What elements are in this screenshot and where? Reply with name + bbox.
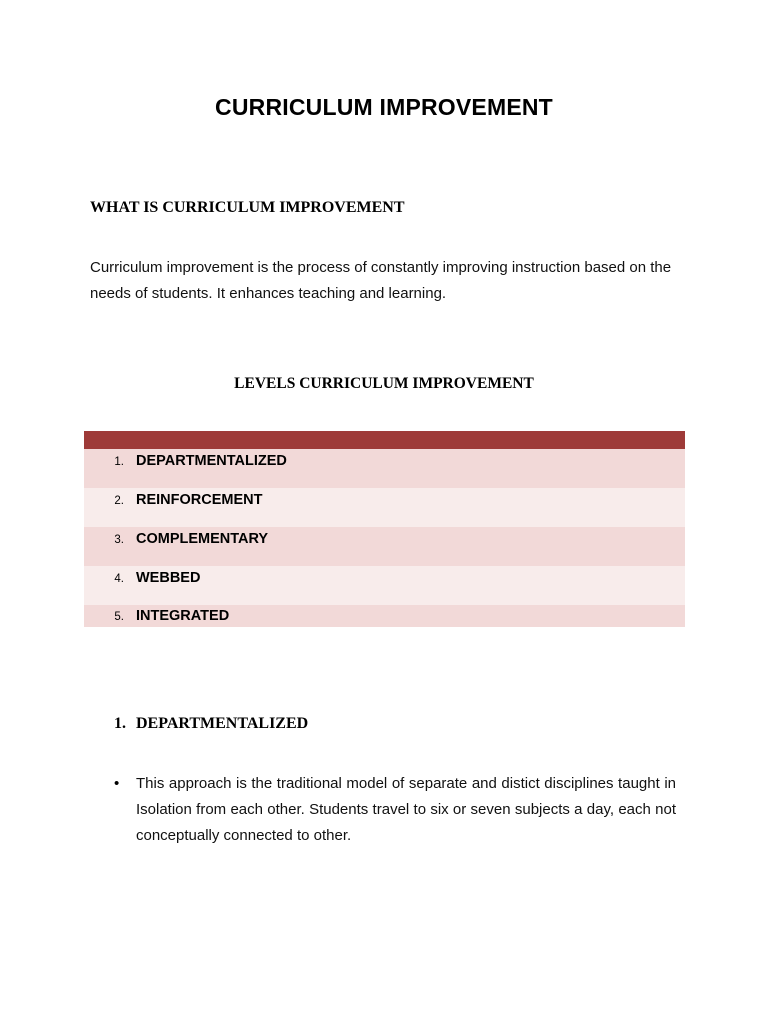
row-label: REINFORCEMENT [136, 492, 263, 508]
row-label: COMPLEMENTARY [136, 531, 269, 547]
levels-heading: LEVELS CURRICULUM IMPROVEMENT [234, 375, 534, 392]
table-row [84, 566, 685, 605]
section-heading: WHAT IS CURRICULUM IMPROVEMENT [90, 199, 405, 216]
subsection-heading [114, 715, 308, 733]
row-number: 1. [114, 456, 124, 468]
subsection-number: 1. [114, 715, 126, 732]
subsection-title: DEPARTMENTALIZED [136, 715, 309, 732]
table-row [84, 488, 685, 527]
table-row [84, 605, 685, 627]
bullet-text: This approach is the traditional model of separate and distict disciplines taught in Isolation from each other. Students travel to six or seven subjects a day, each not conceptually connected to other. [136, 775, 676, 844]
table-row [84, 449, 685, 488]
page-title: CURRICULUM IMPROVEMENT [215, 94, 553, 120]
row-number: 3. [114, 534, 124, 546]
bullet-icon: • [114, 775, 120, 792]
row-label: DEPARTMENTALIZED [136, 453, 287, 469]
row-number: 4. [114, 573, 124, 585]
bullet-item [114, 771, 676, 849]
intro-paragraph: Curriculum improvement is the process of constantly improving instruction based on the needs of students. It enhances teaching and learning. [90, 259, 672, 302]
levels-table [84, 431, 685, 627]
row-number: 2. [114, 495, 124, 507]
row-label: INTEGRATED [136, 608, 230, 624]
table-header-bar [84, 431, 685, 449]
row-number: 5. [114, 611, 124, 623]
table-row [84, 527, 685, 566]
row-label: WEBBED [136, 570, 201, 586]
